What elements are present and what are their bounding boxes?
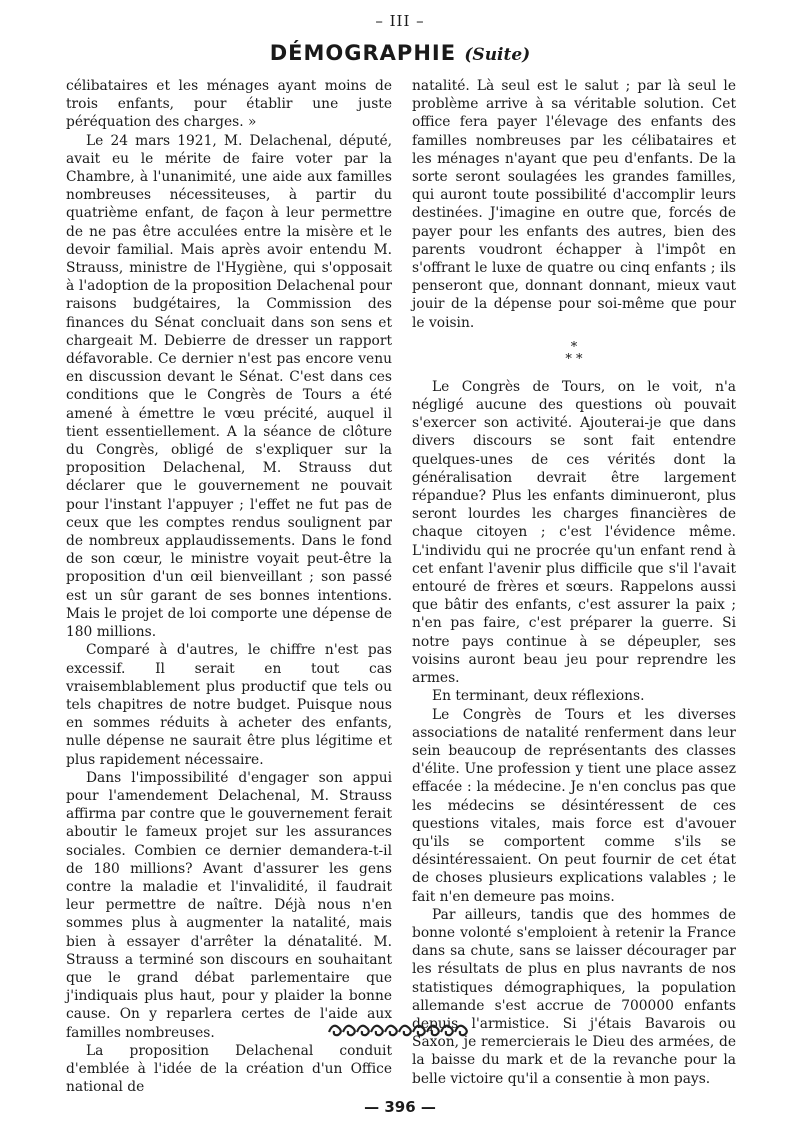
right-column	[412, 77, 736, 1088]
left-column	[66, 77, 392, 1096]
asterism-divider	[412, 339, 736, 367]
paragraph: célibataires et les ménages ayant moins de trois enfants, pour établir une juste péréquation des charges. »	[66, 78, 392, 131]
ornament-swirl-icon	[325, 1018, 475, 1040]
paragraph: En terminant, deux réflexions.	[432, 688, 645, 705]
section-number: – III –	[375, 12, 425, 30]
title-suffix: (Suite)	[464, 45, 531, 65]
paragraph: Par ailleurs, tandis que des hommes de bonne volonté s'emploient à retenir la France dans sa chute, sans se laisser décourager par les résultats de plus en plus navrants de nos statistiques démographiques, la population allemande s'est accrue de 700000 enfants depuis l'armistice. Si j'étais Bavarois ou Saxon, je remercierais le Dieu des armées, de la baisse du mark et de la revanche pour la belle victoire qu'il a consentie à mon pays.	[412, 906, 736, 1087]
page-number: — 396 —	[364, 1098, 436, 1116]
title-text: DÉMOGRAPHIE	[269, 41, 457, 65]
page-title	[0, 40, 800, 68]
paragraph: La proposition Delachenal conduit d'emblée à l'idée de la création d'un Office national de	[66, 1042, 392, 1096]
paragraph: Le Congrès de Tours, on le voit, n'a négligé aucune des questions où pouvait s'exercer son activité. Ajouterai-je que dans divers discours se sont fait entendre quelques-unes de ces vérités dont la généralisation devrait être largement répandue? Plus les enfants diminueront, plus seront lourdes les charges financières de chaque citoyen ; c'est l'évidence même. L'individu qui ne procrée qu'un enfant rend à cet enfant l'avenir plus difficile que s'il l'avait entouré de frères et sœurs. Rappelons aussi que bâtir des enfants, c'est assurer la paix ; n'en pas faire, c'est préparer la guerre. Si notre pays continue à se dépeupler, ses voisins auront beau jeu pour reprendre les armes.	[412, 378, 736, 687]
paragraph: natalité. Là seul est le salut ; par là seul le problème arrive à sa véritable solution. Cet office fera payer l'élevage des enfants des familles nombreuses par les célibataires et les ménages n'ayant que peu d'enfants. De la sorte seront soulagées les grandes familles, qui auront toute possibilité d'accomplir leurs destinées. J'imagine en outre que, forcés de payer pour les enfants des autres, bien des parents voudront échapper à l'impôt en s'offrant le luxe de quatre ou cinq enfants ; ils penseront que, donnant donnant, mieux vaut jouir de la dépense pour soi-même que pour le voisin.	[412, 78, 736, 331]
decorative-ornament	[0, 1018, 800, 1046]
paragraph: Le Congrès de Tours et les diverses associations de natalité renferment dans leur sein beaucoup de représentants des classes d'élite. Une profession y tient une place assez effacée : la médecine. Je n'en conclus pas que les médecins se désintéressent de ces questions vitales, mais force est d'avouer qu'ils se comportent comme s'ils se désintéressaient. On peut fournir de cet état de choses plusieurs explications valables ; le fait n'en demeure pas moins.	[412, 706, 736, 905]
asterism-top: *	[570, 339, 578, 355]
asterism-bottom: * *	[565, 351, 583, 367]
paragraph: Le 24 mars 1921, M. Delachenal, député, avait eu le mérite de faire voter par la Chambre, à l'unanimité, une aide aux familles nombreuses nécessiteuses, à partir du quatrième enfant, de façon à leur permettre de ne pas être acculées entre la misère et le devoir familial. Mais après avoir entendu M. Strauss, ministre de l'Hygiène, qui s'opposait à l'adoption de la proposition Delachenal pour raisons budgétaires, la Commission des finances du Sénat concluait dans son sens et chargeait M. Debierre de dresser un rapport défavorable. Ce dernier n'est pas encore venu en discussion devant le Sénat. C'est dans ces conditions que le Congrès de Tours a été amené à émettre le vœu précité, auquel il tient essentiellement. A la séance de clôture du Congrès, obligé de s'expliquer sur la proposition Delachenal, M. Strauss dut déclarer que le gouvernement ne pouvait pour l'instant l'appuyer ; l'effet ne fut pas de ceux que les comptes rendus soulignent par de nombreux applaudissements. Dans le fond de son cœur, le ministre voyait peut-être la proposition d'un œil bienveillant ; son passé est un sûr garant de ses bonnes intentions. Mais le projet de loi comporte une dépense de 180 millions.	[66, 132, 392, 641]
paragraph: Dans l'impossibilité d'engager son appui pour l'amendement Delachenal, M. Strauss affirma par contre que le gouvernement ferait aboutir le fameux projet sur les assurances sociales. Combien ce dernier demandera-t-il de 180 millions? Avant d'assurer les gens contre la maladie et l'invalidité, il faudrait leur permettre de naître. Déjà nous n'en sommes plus à augmenter la natalité, mais bien à essayer d'arrêter la dénatalité. M. Strauss a terminé son discours en souhaitant que le grand débat parlementaire que j'indiquais plus haut, pour y plaider la bonne cause. On y reparlera certes de l'aide aux familles nombreuses.	[66, 769, 392, 1041]
paragraph: Comparé à d'autres, le chiffre n'est pas excessif. Il serait en tout cas vraisemblablement plus productif que tels ou tels chapitres de notre budget. Puisque nous en sommes réduits à acheter des enfants, nulle dépense ne saurait être plus légitime et plus rapidement nécessaire.	[66, 642, 392, 768]
